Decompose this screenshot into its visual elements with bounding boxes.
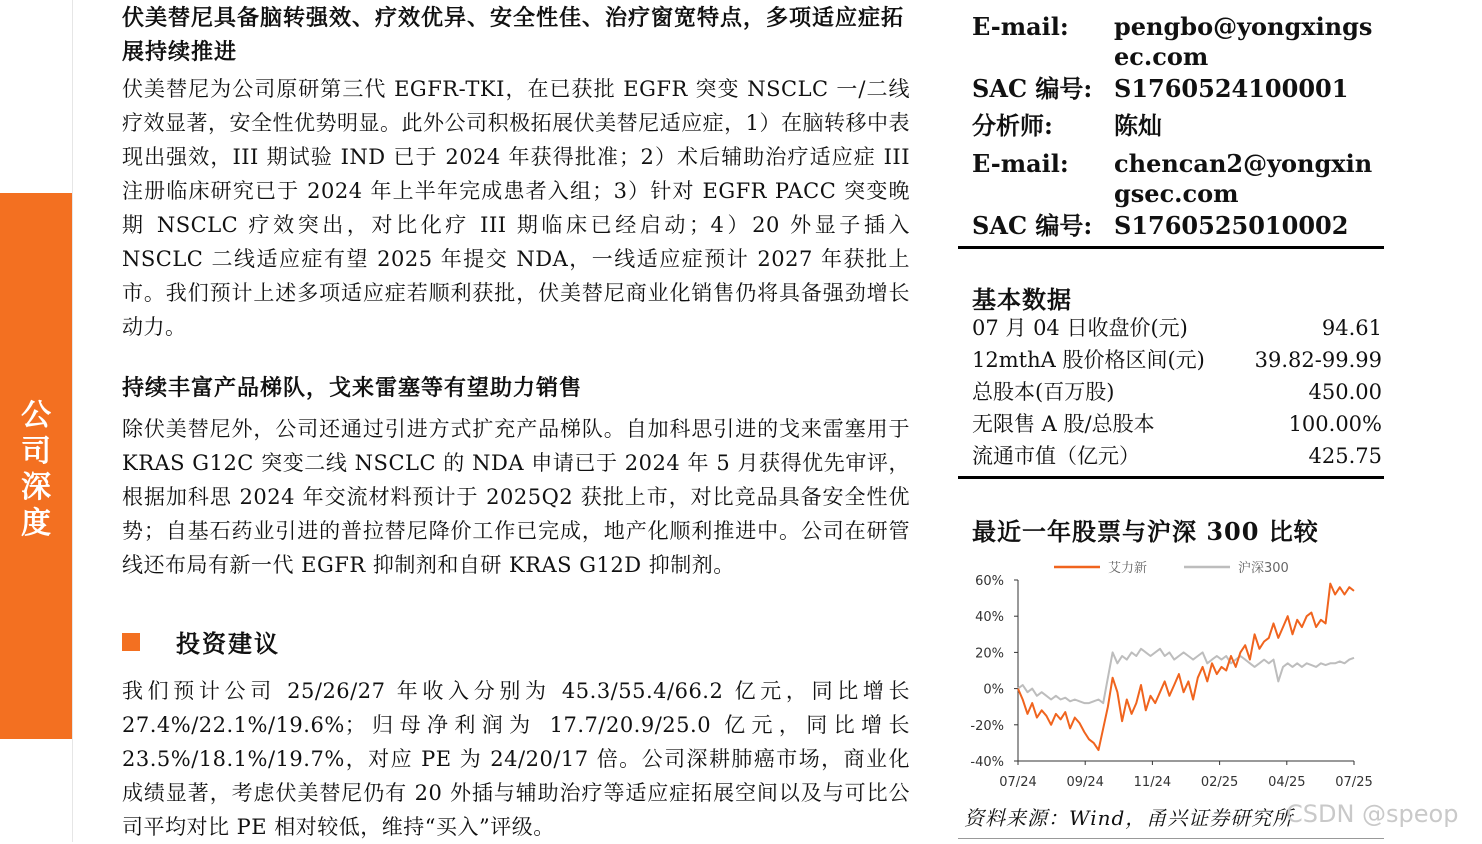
contact-label: E-mail: <box>972 12 1069 41</box>
key-data-row <box>972 377 1382 407</box>
legend-label: 沪深300 <box>1238 561 1289 576</box>
chart-title: 最近一年股票与沪深 300 比较 <box>972 517 1319 546</box>
divider <box>958 246 1384 249</box>
y-tick-label: 60% <box>975 574 1004 589</box>
paragraph-pipeline: 除伏美替尼外，公司还通过引进方式扩充产品梯队。自加科思引进的戈来雷塞用于 KRAS G12C 突变二线 NSCLC 的 NDA 申请已于 2024 年 5 月获得优先审评，根据加科思 2024 年交流材料预计于 2025Q2 获批上市，对比竞品具备安全性优势；自基石药业引进的普拉替尼降价工作已完成，地产化顺利推进中。公司在研管线还布局有新一代 EGFR 抑制剂和自研 KRAS G12D 抑制剂。 <box>122 417 910 577</box>
sidebar-label-char: 公 <box>21 398 51 433</box>
y-tick-label: -20% <box>970 718 1004 734</box>
contact-value: chencan2@yongxingsec.com <box>1114 149 1373 208</box>
section-title: 投资建议 <box>176 630 280 658</box>
sidebar-divider <box>72 0 73 842</box>
x-tick-label: 04/25 <box>1268 775 1306 790</box>
x-tick-label: 07/24 <box>999 775 1037 790</box>
watermark: CSDN @speop <box>1286 800 1459 828</box>
chart-svg <box>958 550 1384 798</box>
contact-value: S1760524100001 <box>1114 74 1349 103</box>
key-data-row <box>972 441 1382 471</box>
x-tick-label: 02/25 <box>1200 775 1239 790</box>
heading-furmonertinib: 伏美替尼具备脑转强效、疗效优异、安全性佳、治疗窗宽特点，多项适应症拓展持续推进 <box>122 6 905 65</box>
sidebar-label-char: 度 <box>21 506 51 541</box>
divider <box>958 476 1384 479</box>
contact-label: 分析师: <box>972 111 1053 140</box>
key-data-label: 总股本(百万股) <box>972 380 1115 404</box>
key-data-label: 流通市值（亿元） <box>972 444 1140 468</box>
y-tick-label: -40% <box>970 755 1004 770</box>
key-data-value: 425.75 <box>1308 444 1382 468</box>
stock-chart <box>958 550 1384 798</box>
key-data-row <box>972 313 1382 343</box>
y-tick-label: 0% <box>983 682 1004 698</box>
y-tick-label: 40% <box>975 610 1004 626</box>
x-tick-label: 11/24 <box>1133 775 1172 790</box>
legend-label: 艾力新 <box>1108 561 1148 576</box>
contact-label: E-mail: <box>972 149 1069 178</box>
key-data-row <box>972 409 1382 439</box>
key-data-value: 94.61 <box>1321 316 1382 340</box>
contact-value: S1760525010002 <box>1114 211 1349 240</box>
contact-value: 陈灿 <box>1114 111 1162 140</box>
contact-label: SAC 编号: <box>972 74 1093 103</box>
chart-source: 资料来源：Wind，甬兴证券研究所 <box>964 806 1294 830</box>
series-line-index <box>1018 649 1354 703</box>
key-data-value: 100.00% <box>1288 412 1382 436</box>
sidebar-label-char: 司 <box>21 434 51 469</box>
contact-label: SAC 编号: <box>972 211 1093 240</box>
heading-pipeline: 持续丰富产品梯队，戈来雷塞等有望助力销售 <box>122 376 583 401</box>
key-data-value: 39.82-99.99 <box>1254 348 1382 372</box>
key-data-label: 无限售 A 股/总股本 <box>972 412 1155 436</box>
key-data-label: 07 月 04 日收盘价(元) <box>972 316 1188 340</box>
section-bullet-icon <box>122 633 140 651</box>
key-data-label: 12mthA 股价格区间(元) <box>972 348 1205 372</box>
x-tick-label: 07/25 <box>1335 775 1373 790</box>
key-data-row <box>972 345 1382 375</box>
y-tick-label: 20% <box>975 646 1004 662</box>
divider <box>958 838 1384 839</box>
section-investment <box>122 624 910 659</box>
key-data-value: 450.00 <box>1308 380 1382 404</box>
x-tick-label: 09/24 <box>1066 775 1104 790</box>
sidebar-label-char: 深 <box>21 470 51 505</box>
paragraph-investment: 我们预计公司 25/26/27 年收入分别为 45.3/55.4/66.2 亿元，同比增长 27.4%/22.1%/19.6%；归母净利润为 17.7/20.9/25.0 亿元，同比增长 23.5%/18.1%/19.7%，对应 PE 为 24/20/17 倍。公司深耕肺癌市场，商业化成绩显著，考虑伏美替尼仍有 20 外插与辅助治疗等适应症拓展空间以及与可比公司平均对比 PE 相对较低，维持“买入”评级。 <box>122 679 910 839</box>
paragraph-furmonertinib: 伏美替尼为公司原研第三代 EGFR-TKI，在已获批 EGFR 突变 NSCLC 一/二线疗效显著，安全性优势明显。此外公司积极拓展伏美替尼适应症，1）在脑转移中表现出强效，III 期试验 IND 已于 2024 年获得批准；2）术后辅助治疗适应症 III 注册临床研究已于 2024 年上半年完成患者入组；3）针对 EGFR PACC 突变晚期 NSCLC 疗效突出，对比化疗 III 期临床已经启动；4）20 外显子插入 NSCLC 二线适应症有望 2025 年提交 NDA，一线适应症预计 2027 年获批上市。我们预计上述多项适应症若顺利获批，伏美替尼商业化销售仍将具备强劲增长动力。 <box>122 77 910 339</box>
contact-value: pengbo@yongxingsec.com <box>1114 12 1373 71</box>
key-data-title: 基本数据 <box>972 285 1072 314</box>
sidebar-label <box>0 398 72 542</box>
